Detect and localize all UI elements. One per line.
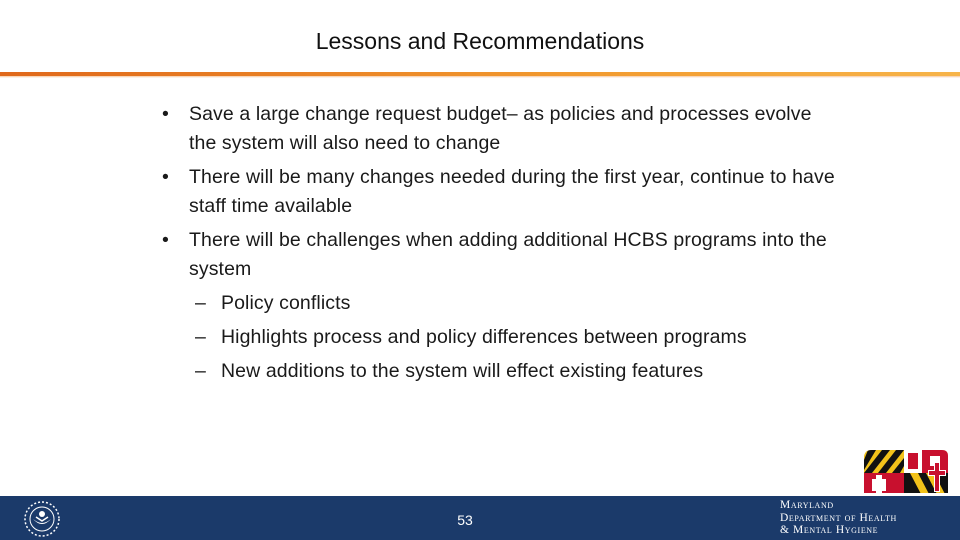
department-wordmark [780,499,958,537]
sub-bullet-mark: – [195,360,206,382]
page-number: 53 [457,512,473,528]
bullet-item [160,163,840,221]
slide-body [160,100,840,391]
dept-line-3: & Mental Hygiene [780,524,879,536]
sub-bullet-item [160,289,840,318]
bullet-text: There will be challenges when adding additional HCBS programs into the system [189,229,827,280]
sub-bullet-mark: – [195,326,206,348]
sub-bullet-item [160,357,840,386]
department-seal-icon [18,499,66,539]
sub-bullet-text: New additions to the system will effect existing features [221,360,704,382]
bullet-item [160,226,840,284]
bullet-mark: • [162,103,169,125]
slide-title: Lessons and Recommendations [315,28,645,54]
bullet-item [160,100,840,158]
bullet-text: There will be many changes needed during the first year, continue to have staff time available [189,166,835,217]
sub-bullet-mark: – [195,292,206,314]
title-divider-shadow [0,76,960,78]
sub-bullet-text: Policy conflicts [221,292,351,314]
bullet-text: Save a large change request budget– as policies and processes evolve the system will also need to change [189,103,812,154]
maryland-flag-logo [858,448,948,496]
sub-bullet-text: Highlights process and policy differences between programs [221,326,747,348]
bullet-mark: • [162,229,169,251]
sub-bullet-item [160,323,840,352]
dept-line-2: Department of Health [780,511,897,524]
dept-line-1: Maryland [780,499,834,511]
bullet-mark: • [162,166,169,188]
